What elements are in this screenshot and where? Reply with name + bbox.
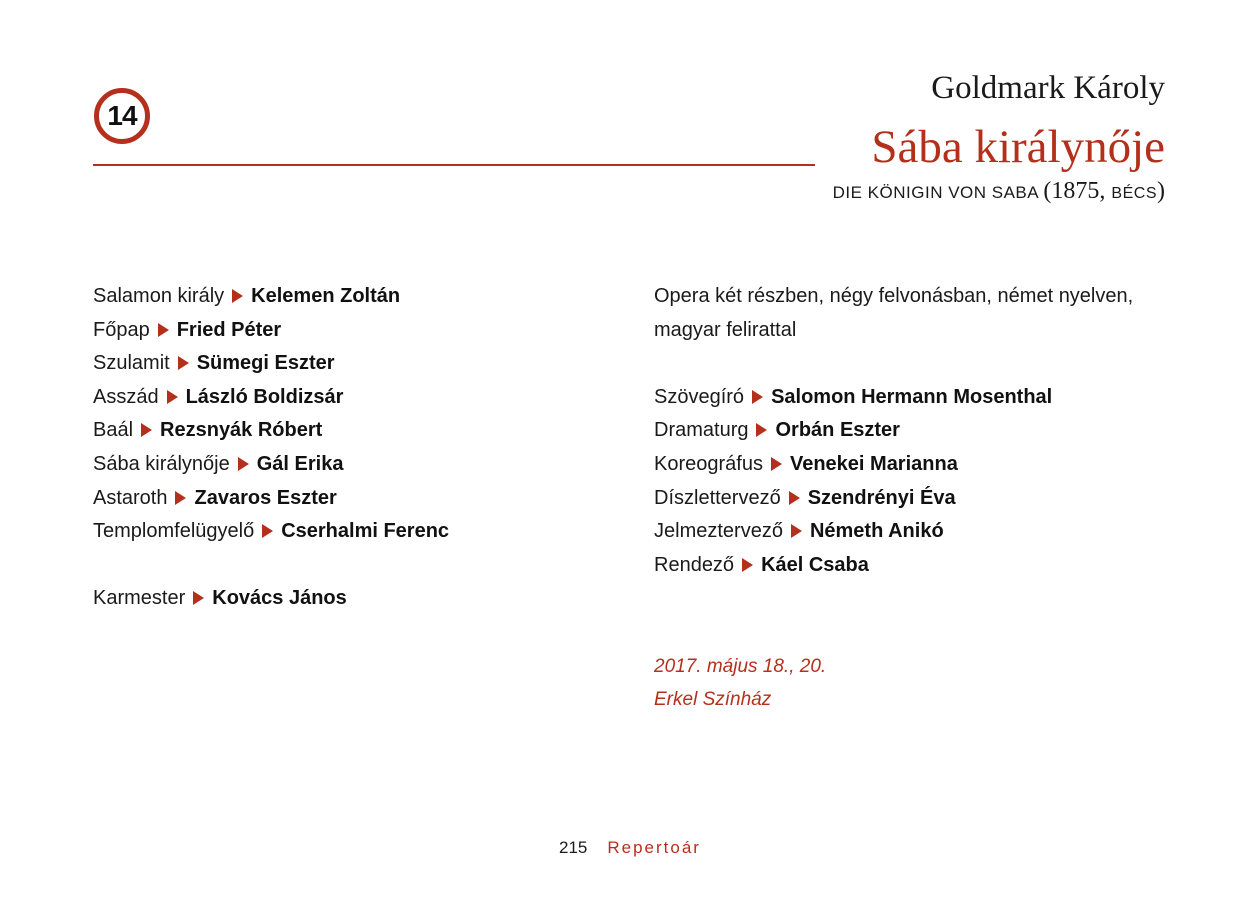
crew-role: Rendező — [654, 553, 735, 576]
section-name: Repertoár — [607, 838, 701, 857]
triangle-arrow-icon — [232, 289, 243, 303]
crew-name: Káel Csaba — [761, 553, 869, 576]
crew-role: Koreográfus — [654, 452, 763, 475]
triangle-arrow-icon — [175, 491, 186, 505]
cast-name: Gál Erika — [256, 452, 344, 475]
cast-role: Szulamit — [93, 352, 170, 375]
cast-role: Asszád — [93, 385, 159, 408]
crew-name: Salomon Hermann Mosenthal — [771, 385, 1053, 408]
crew-line — [654, 448, 1133, 482]
cast-line — [93, 280, 449, 314]
header-rule — [93, 164, 815, 166]
spacer — [654, 347, 1133, 381]
crew-role: Dramaturg — [654, 419, 749, 442]
triangle-arrow-icon — [167, 390, 178, 404]
info-column — [654, 280, 1133, 717]
spacer — [654, 616, 1133, 650]
conductor-name: Kovács János — [212, 587, 347, 610]
production-number-badge — [94, 88, 150, 144]
triangle-arrow-icon — [789, 491, 800, 505]
cast-line — [93, 448, 449, 482]
crew-name: Szendrényi Éva — [807, 486, 956, 509]
spacer — [654, 582, 1133, 616]
cast-line — [93, 515, 449, 549]
cast-role: Sába királynője — [93, 452, 230, 475]
cast-name: Cserhalmi Ferenc — [281, 520, 450, 543]
cast-name: Kelemen Zoltán — [251, 285, 401, 307]
performance-venue: Erkel Színház — [654, 689, 772, 711]
year-place-open: (1875, — [1043, 178, 1112, 204]
crew-line — [654, 482, 1133, 516]
triangle-arrow-icon — [141, 423, 152, 437]
triangle-arrow-icon — [193, 591, 204, 605]
cast-role: Astaroth — [93, 486, 168, 509]
conductor-line — [93, 582, 449, 616]
crew-role: Szövegíró — [654, 385, 745, 408]
cast-name: Zavaros Eszter — [194, 486, 337, 509]
premiere-place: BÉCS — [1111, 185, 1157, 202]
cast-role: Főpap — [93, 318, 150, 341]
crew-line — [654, 515, 1133, 549]
cast-line — [93, 381, 449, 415]
crew-role: Jelmeztervező — [654, 520, 783, 543]
original-title-text: DIE KÖNIGIN VON SABA — [832, 183, 1039, 202]
spacer — [93, 549, 449, 583]
page-number: 215 — [559, 838, 588, 857]
triangle-arrow-icon — [756, 423, 767, 437]
cast-name: László Boldizsár — [185, 385, 344, 408]
crew-line — [654, 549, 1133, 583]
year-place-close: ) — [1157, 178, 1165, 204]
triangle-arrow-icon — [752, 390, 763, 404]
conductor-role: Karmester — [93, 587, 186, 610]
cast-name: Sümegi Eszter — [196, 352, 335, 375]
cast-line — [93, 347, 449, 381]
cast-name: Fried Péter — [176, 318, 282, 341]
cast-line — [93, 414, 449, 448]
crew-name: Orbán Eszter — [775, 419, 900, 442]
page-footer — [0, 838, 1260, 858]
original-title — [833, 178, 1165, 205]
triangle-arrow-icon — [262, 524, 273, 538]
cast-name: Rezsnyák Róbert — [160, 419, 323, 442]
triangle-arrow-icon — [742, 558, 753, 572]
triangle-arrow-icon — [238, 457, 249, 471]
crew-line — [654, 381, 1133, 415]
triangle-arrow-icon — [158, 323, 169, 337]
composer-name: Goldmark Károly — [931, 70, 1165, 106]
cast-line — [93, 314, 449, 348]
crew-line — [654, 414, 1133, 448]
crew-name: Németh Anikó — [809, 520, 944, 543]
triangle-arrow-icon — [178, 356, 189, 370]
triangle-arrow-icon — [771, 457, 782, 471]
description-line: Opera két részben, négy felvonásban, német nyelven, — [654, 285, 1134, 307]
cast-role: Salamon király — [93, 285, 225, 307]
cast-line — [93, 482, 449, 516]
opera-title: Sába királynője — [871, 121, 1165, 173]
description-line: magyar felirattal — [654, 318, 797, 341]
production-number: 14 — [107, 100, 137, 131]
crew-role: Díszlettervező — [654, 486, 781, 509]
triangle-arrow-icon — [791, 524, 802, 538]
crew-name: Venekei Marianna — [789, 452, 958, 475]
performance-dates: 2017. május 18., 20. — [654, 655, 827, 677]
cast-role: Templomfelügyelő — [93, 520, 255, 543]
cast-role: Baál — [93, 419, 134, 442]
cast-column — [93, 280, 449, 616]
